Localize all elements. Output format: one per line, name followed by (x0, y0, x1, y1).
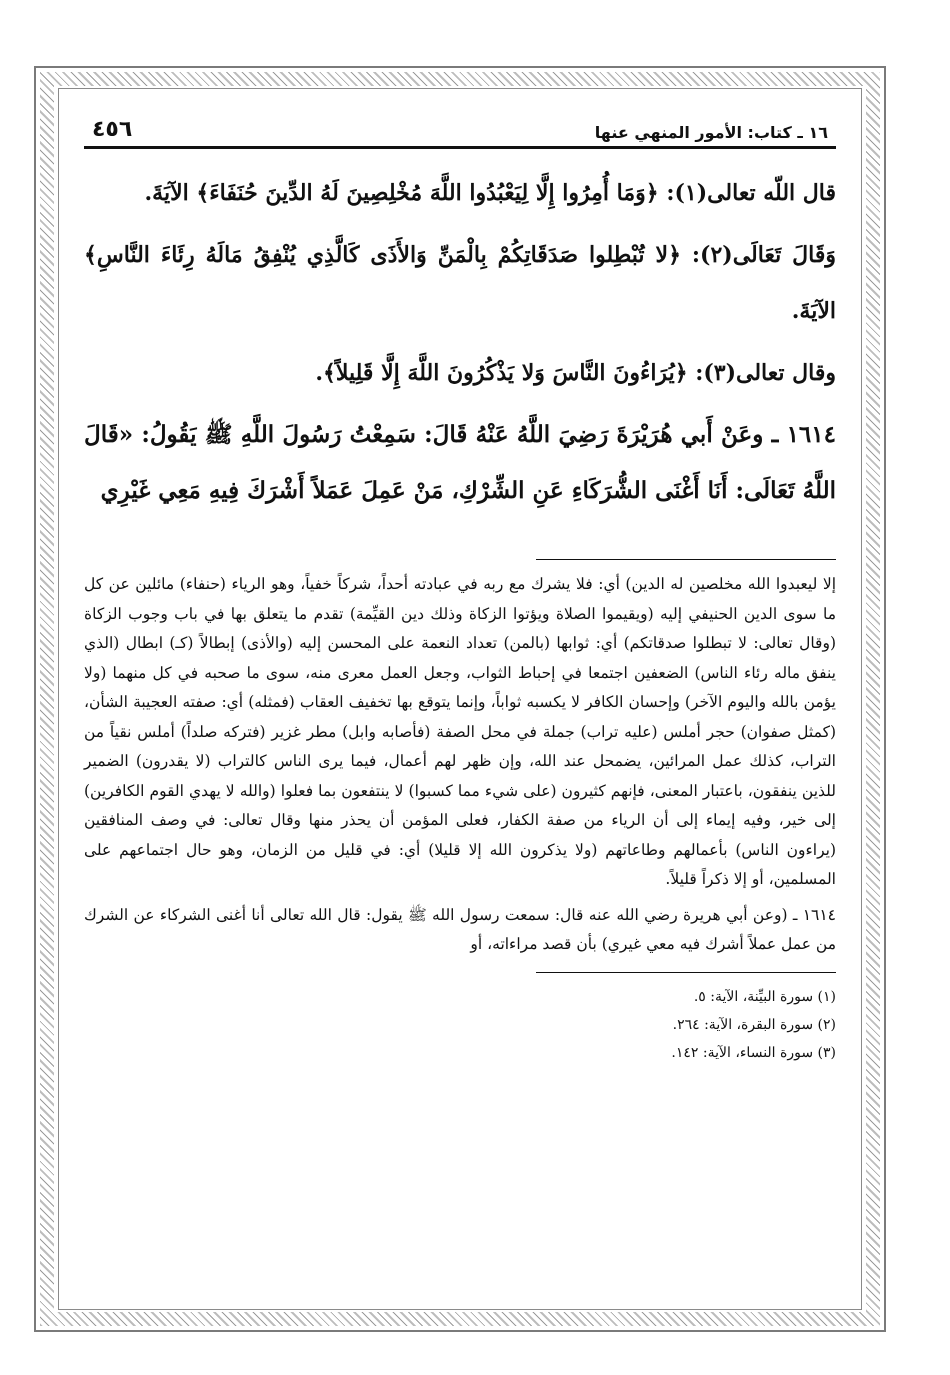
verse-paragraph-1: قال اللّه تعالى(١): ﴿وَمَا أُمِرُوا إِلَّا لِيَعْبُدُوا اللَّهَ مُخْلِصِينَ لَهُ الدِّينَ حُنَفَاءَ﴾ الآيَةَ. (144, 180, 836, 206)
running-header (84, 104, 836, 149)
footnote: (١) سورة البيِّنة، الآية: ٥. (693, 988, 836, 1005)
footnote: (٢) سورة البقرة، الآية: ٢٦٤. (672, 1016, 836, 1033)
chapter-title: ١٦ ـ كتاب: الأمور المنهي عنها (594, 123, 828, 142)
book-page (84, 104, 836, 1299)
verse-paragraph-3: وقال تعالى(٣): ﴿يُرَاءُونَ النَّاسَ وَلا يَذْكُرُونَ اللَّهَ إِلَّا قَلِيلاً﴾. (315, 360, 836, 386)
commentary (84, 570, 836, 960)
commentary-paragraph-1: إلا ليعبدوا الله مخلصين له الدين) أي: فلا يشرك مع ربه في عبادته أحداً، شركاً خفياً، وهو الرياء (حنفاء) مائلين عن كل ما سوى الدين الحنيفي إليه (ويقيموا الصلاة ويؤتوا الزكاة وذلك دين القيِّمة) تقدم ما يتعلق بها في باب وجوب الزكاة (وقال تعالى: لا تبطلوا صدقاتكم) أي: ثوابها (بالمن) تعداد النعمة على المحسن إليه (والأذى) إبطالاً (كـ) ابطال (الذي ينفق ماله رئاء الناس) الضعفين اجتمعا في إحباط الثواب، وجعل العمل معرى منه، سوى ما صحبه في كل منهما (ولا يؤمن بالله واليوم الآخر) وإحسان الكافر لا يكسبه ثواباً، وإنما يتوقع بها تخفيف العقاب (فمثله) أي: صفته العجيبة الشأن، (كمثل صفوان) حجر أملس (عليه تراب) جملة في محل الصفة (فأصابه وابل) مطر غزير (فتركه صلداً) أملس نقياً من التراب، كذلك عمل المرائين، يضمحل عند الله، وإن ظهر لهم أعمال، فيما يرى الناس كالتراب (لا يقدرون) الضمير للذين ينفقون، باعتبار المعنى، فإنهم كثيرون (على شيء مما كسبوا) لا ينتفعون بما فعلوا (والله لا يهدي القوم الكافرين) إلى خير، وفيه إيماء إلى أن الرياء من صفة الكفار، فعلى المؤمن أن يحذر منها وقال تعالى: في وصف المنافقين (يراءون الناس) بأعمالهم وطاعاتهم (ولا يذكرون الله إلا قليلا) أي: في قليل من الزمان، وهو حال اجتماعهم على المسلمين، أو إلا ذكراً قليلاً. (84, 575, 836, 888)
main-text (84, 165, 836, 519)
footnote-separator (536, 972, 836, 973)
verse-paragraph-2: وَقَالَ تَعَالَى(٢): ﴿لا تُبْطِلوا صَدَقَاتِكُمْ بِالْمَنِّ وَالأَذَى كَالَّذِي يُنْفِقُ مَالَهُ رِئَاءَ النَّاسِ﴾ الآيَةَ. (84, 242, 836, 324)
commentary-paragraph-2: ١٦١٤ ـ (وعن أبي هريرة رضي الله عنه قال: سمعت رسول الله ﷺ يقول: قال الله تعالى أنا أغنى الشركاء عن الشرك من عمل عملاً أشرك فيه معي غيري) بأن قصد مراءاته، أو (84, 905, 836, 953)
hadith-paragraph: ١٦١٤ ـ وعَنْ أَبي هُرَيْرَةَ رَضِيَ اللَّهُ عَنْهُ قَالَ: سَمِعْتُ رَسُولَ اللَّهِ ﷺ يَقُولُ: «قَالَ اللَّهُ تَعَالَى: أَنَا أَغْنَى الشُّرَكَاءِ عَنِ الشِّرْكِ، مَنْ عَمِلَ عَمَلاً أَشْرَكَ فِيهِ مَعِي غَيْرِي (84, 421, 836, 504)
page-number: ٤٥٦ (92, 117, 133, 142)
footnotes (84, 983, 836, 1067)
commentary-separator (536, 559, 836, 560)
footnote: (٣) سورة النساء، الآية: ١٤٢. (671, 1044, 836, 1061)
